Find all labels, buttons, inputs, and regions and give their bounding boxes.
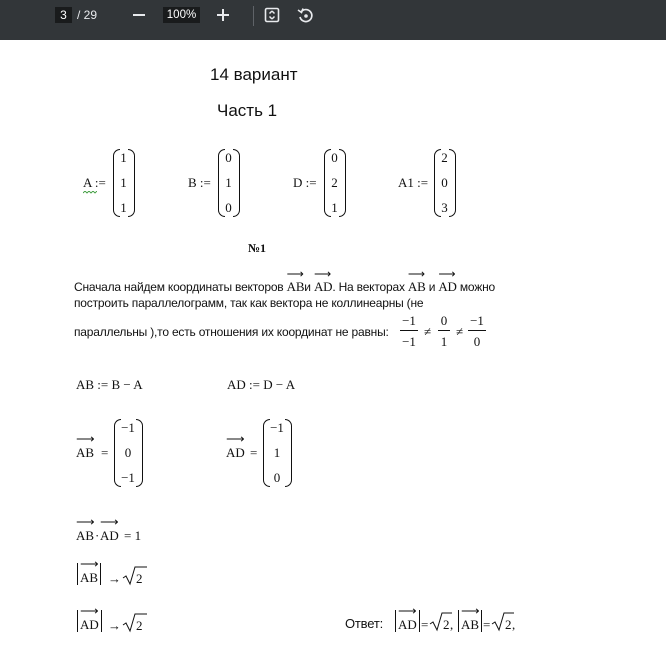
evaluates-arrow: →	[108, 571, 121, 586]
answer-label: Ответ:	[345, 616, 383, 631]
norm-bar	[77, 563, 78, 585]
norm-bar	[101, 610, 102, 632]
pdf-toolbar	[0, 0, 666, 40]
def-b-label: B :=	[188, 175, 211, 190]
sqrt-icon	[122, 613, 148, 633]
vector-arrow-icon: ⟶	[407, 267, 425, 281]
matrix-d-cell: 2	[331, 175, 338, 190]
rotate-button[interactable]	[296, 6, 314, 24]
vector-arrow-icon: ⟶	[226, 431, 245, 446]
norm-bar	[100, 563, 101, 585]
vector-arrow-icon: ⟶	[461, 603, 480, 618]
ab-definition: AB := B − A	[76, 377, 143, 392]
paragraph-text: Сначала найдем координаты векторов	[74, 280, 287, 294]
equals-sign: =	[250, 445, 258, 460]
matrix-a-cell: 1	[120, 200, 127, 215]
ab-vector-name	[76, 431, 95, 461]
not-equal-sign: ≠	[456, 324, 464, 339]
vector-name: AD	[226, 445, 245, 460]
vector-arrow-icon: ⟶	[76, 514, 95, 529]
def-d-label: D :=	[293, 175, 317, 190]
document-page	[0, 40, 666, 655]
answer-ad-vector	[398, 603, 417, 633]
paragraph-text: и	[425, 280, 439, 294]
equals-sign: =	[483, 617, 491, 632]
vector-name: AD	[438, 279, 457, 294]
page-number-input[interactable]: 3	[55, 7, 72, 23]
vector-arrow-icon: ⟶	[76, 431, 95, 446]
ratio-fraction	[438, 313, 450, 350]
matrix-ad-cell: 0	[273, 470, 281, 485]
paragraph-line-1	[74, 267, 495, 295]
fraction-denominator: 0	[473, 334, 481, 349]
vector-name: AB	[76, 528, 95, 543]
vector-arrow-icon: ⟶	[80, 556, 99, 571]
equals-sign: =	[421, 617, 429, 632]
matrix-b-cell: 0	[225, 200, 232, 215]
matrix-ad-cell: 1	[273, 445, 281, 460]
norm-bar	[419, 610, 420, 632]
matrix-ab-cell: −1	[121, 420, 135, 435]
vector-name: AB	[407, 279, 426, 294]
part-heading: Часть 1	[217, 101, 278, 120]
norm-bar	[395, 610, 396, 632]
zoom-level-input[interactable]: 100%	[163, 7, 200, 23]
norm-bar	[77, 610, 78, 632]
matrix-a1-cell: 2	[441, 150, 448, 165]
rotate-icon	[296, 6, 314, 24]
plus-icon	[214, 6, 232, 24]
def-a1-label: A1 :=	[398, 175, 429, 190]
dot-right-vector	[100, 514, 119, 544]
fraction-numerator: 0	[440, 313, 448, 328]
vector-arrow-icon: ⟶	[438, 267, 456, 281]
matrix-d-cell: 0	[331, 150, 338, 165]
toolbar-divider	[253, 6, 254, 26]
vector-ad-inline	[438, 267, 457, 294]
ratio-fraction	[400, 313, 418, 350]
vector-arrow-icon: ⟶	[80, 603, 99, 618]
norm-bar	[458, 610, 459, 632]
sqrt-value: 2	[505, 617, 512, 632]
matrix-a-cell: 1	[120, 150, 127, 165]
sqrt-value: 2	[443, 617, 450, 632]
paragraph-text: можно	[456, 280, 495, 294]
minus-icon	[130, 6, 148, 24]
ad-vector-name	[226, 431, 245, 461]
sqrt-value: 2	[136, 571, 143, 586]
vector-name: AB	[461, 617, 480, 632]
fraction-numerator: −1	[402, 313, 416, 328]
matrix-ad-cell: −1	[270, 420, 284, 435]
matrix-a1-cell: 3	[441, 200, 448, 215]
vector-name: AD	[80, 617, 99, 632]
paragraph-text: и	[304, 280, 314, 294]
fraction-bar	[400, 330, 418, 331]
vector-arrow-icon: ⟶	[398, 603, 417, 618]
answer-ab-vector	[461, 603, 480, 633]
matrix-d-cell: 1	[331, 200, 338, 215]
matrix-a1-cell: 0	[441, 175, 448, 190]
norm-ab-vector	[80, 556, 99, 586]
evaluates-arrow: →	[108, 618, 121, 633]
zoom-out-button[interactable]	[130, 6, 148, 24]
dot-operator: ·	[95, 528, 100, 543]
sqrt-value: 2	[136, 618, 143, 633]
vector-name: AD	[313, 279, 333, 294]
page-total: / 29	[77, 8, 98, 22]
vector-arrow-icon: ⟶	[313, 267, 331, 281]
matrix-a-cell: 1	[120, 175, 127, 190]
variant-heading: 14 вариант	[210, 65, 298, 84]
zoom-in-button[interactable]	[214, 6, 232, 24]
sqrt-icon	[122, 566, 148, 586]
vector-arrow-icon: ⟶	[100, 514, 119, 529]
vector-arrow-icon: ⟶	[286, 267, 304, 281]
matrix-b-cell: 1	[225, 175, 232, 190]
norm-bar	[481, 610, 482, 632]
matrix-ab-cell: 0	[124, 445, 132, 460]
comma: ,	[512, 617, 516, 632]
fraction-bar	[438, 330, 450, 331]
vector-name: AD	[398, 617, 417, 632]
dot-result: = 1	[124, 528, 142, 543]
paragraph-line-3: параллельны ),то есть отношения их координат не равны:	[74, 325, 389, 339]
fraction-numerator: −1	[470, 313, 484, 328]
matrix-b-cell: 0	[225, 150, 232, 165]
fraction-denominator: −1	[402, 334, 416, 349]
vector-name: AB	[286, 279, 305, 294]
fraction-denominator: 1	[440, 334, 448, 349]
paragraph-line-2: построить параллелограмм, так как вектора не коллинеарны (не	[74, 296, 424, 310]
vector-name: AD	[100, 528, 119, 543]
fit-page-button[interactable]	[263, 6, 281, 24]
fraction-bar	[468, 330, 486, 331]
vector-ab-inline	[407, 267, 426, 294]
ratio-fraction	[468, 313, 486, 350]
def-a-label: A :=	[83, 175, 106, 190]
matrix-ab-cell: −1	[121, 470, 135, 485]
spellcheck-underline	[83, 191, 97, 194]
norm-ad-vector	[80, 603, 99, 633]
paragraph-text: . На векторах	[332, 280, 408, 294]
vector-name: AB	[76, 445, 95, 460]
not-equal-sign: ≠	[424, 324, 432, 339]
comma: ,	[450, 617, 454, 632]
fit-to-page-icon	[263, 6, 281, 24]
vector-name: AB	[80, 570, 99, 585]
equals-sign: =	[101, 445, 109, 460]
vector-ab-inline	[286, 267, 305, 294]
dot-left-vector	[76, 514, 95, 544]
task-number: №1	[248, 241, 267, 255]
ad-definition: AD := D − A	[227, 377, 296, 392]
vector-ad-inline	[313, 267, 333, 294]
